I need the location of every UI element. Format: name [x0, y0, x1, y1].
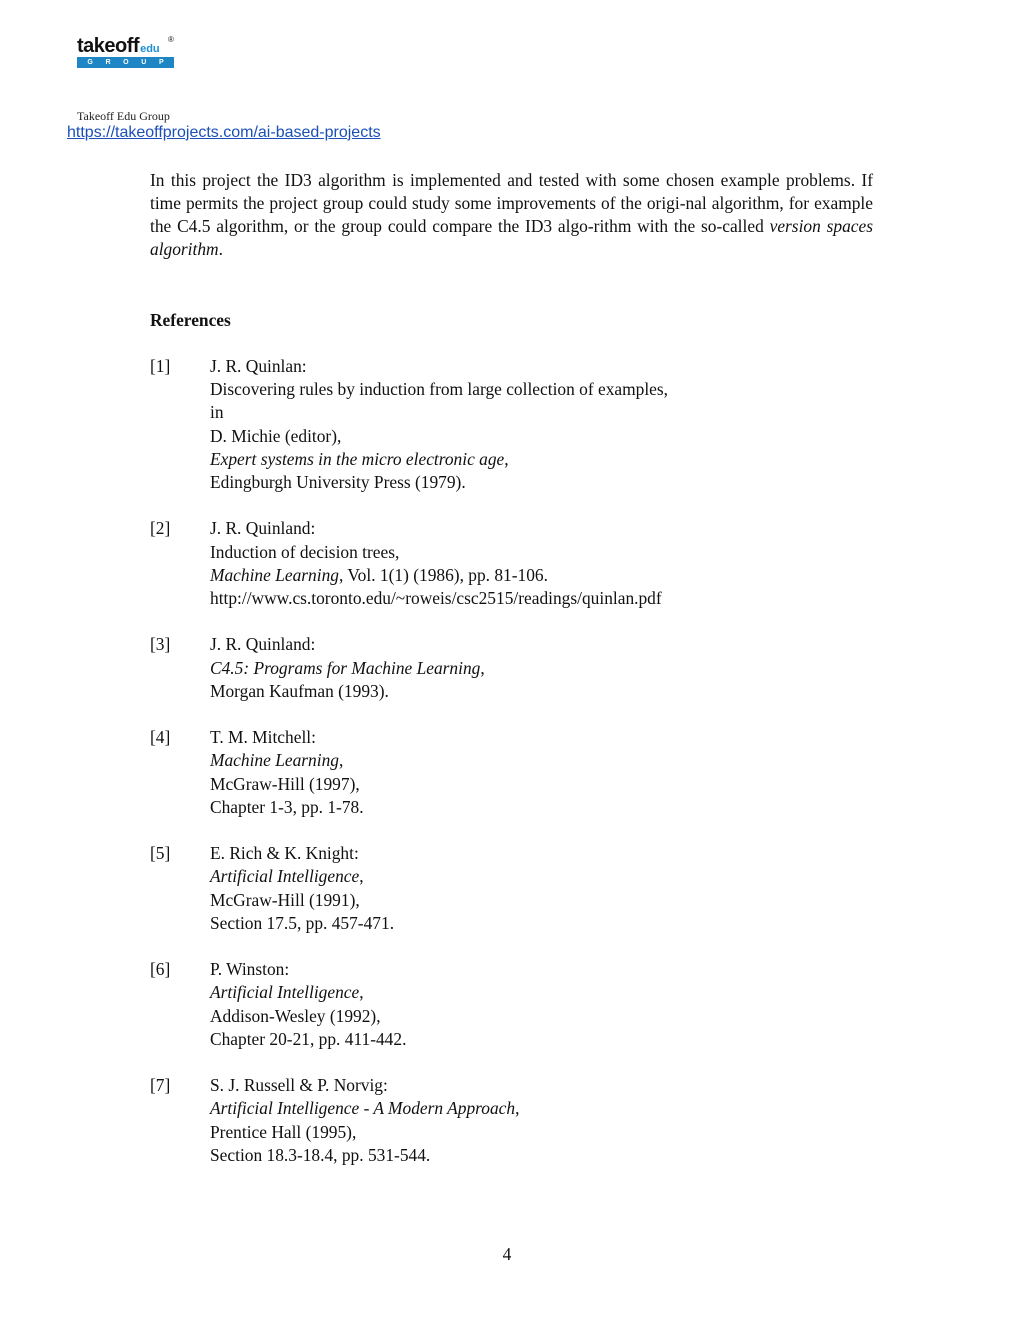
reference-item — [150, 958, 873, 1051]
reference-number: [2] — [150, 518, 171, 539]
reference-author: J. R. Quinland: — [210, 634, 316, 655]
logo-registered-mark: ® — [168, 35, 174, 44]
logo-wordmark — [77, 36, 160, 59]
logo-bar-letter: G — [87, 59, 93, 66]
reference-book-title: Artificial Intelligence — [210, 982, 360, 1003]
reference-book-punct: , — [359, 982, 364, 1003]
reference-journal: Machine Learning — [210, 564, 339, 585]
reference-book-punct: , — [480, 657, 485, 678]
reference-book-title: Artificial Intelligence - A Modern Approach — [210, 1098, 516, 1119]
reference-number: [4] — [150, 727, 171, 748]
brand-name: Takeoff Edu Group — [77, 109, 170, 123]
logo-group-bar — [77, 57, 174, 68]
intro-text-end: . — [218, 239, 223, 259]
reference-title: Induction of decision trees, — [210, 541, 400, 562]
reference-pages: Chapter 20-21, pp. 411-442. — [210, 1028, 407, 1049]
takeoff-edu-logo — [77, 36, 177, 70]
reference-book-punct: , — [338, 750, 344, 771]
reference-author: P. Winston: — [210, 959, 290, 980]
reference-item — [150, 726, 873, 819]
reference-book-title: Expert systems in the micro electronic age — [210, 448, 505, 469]
logo-bar-letter: R — [105, 59, 111, 66]
reference-book-line — [210, 981, 873, 1004]
page-number: 4 — [502, 1244, 512, 1264]
reference-journal-details: , Vol. 1(1) (1986), pp. 81-106. — [338, 564, 548, 585]
reference-number: [1] — [150, 356, 171, 376]
logo-edu: edu — [140, 43, 160, 55]
reference-book-line — [210, 1097, 873, 1120]
reference-book-punct: , — [515, 1098, 520, 1119]
reference-pages: Chapter 1-3, pp. 1-78. — [210, 796, 364, 817]
reference-pages: Section 18.3-18.4, pp. 531-544. — [210, 1144, 431, 1165]
reference-book-title: Artificial Intelligence — [210, 866, 360, 887]
reference-author: J. R. Quinlan: — [210, 356, 307, 376]
references-heading: References — [150, 310, 231, 330]
reference-book-line — [210, 448, 873, 471]
intro-paragraph — [150, 169, 873, 261]
reference-publisher: Morgan Kaufman (1993). — [210, 680, 389, 701]
reference-url: http://www.cs.toronto.edu/~roweis/csc2515/readings/quinlan.pdf — [210, 588, 662, 609]
reference-in: in — [210, 402, 224, 423]
reference-book-punct: , — [504, 448, 509, 469]
logo-bar-letter: P — [158, 59, 164, 66]
reference-author: E. Rich & K. Knight: — [210, 843, 359, 864]
reference-number: [7] — [150, 1075, 171, 1096]
reference-publisher: Addison-Wesley (1992), — [210, 1005, 381, 1026]
reference-author: S. J. Russell & P. Norvig: — [210, 1075, 388, 1096]
logo-word: takeoff — [77, 35, 140, 57]
reference-item — [150, 842, 873, 935]
logo-bar-letter: U — [141, 59, 147, 66]
reference-author: J. R. Quinland: — [210, 518, 316, 539]
reference-publisher: McGraw-Hill (1997), — [210, 773, 360, 794]
reference-number: [3] — [150, 634, 171, 655]
reference-number: [6] — [150, 959, 171, 980]
reference-item — [150, 1074, 873, 1167]
reference-publisher: Edingburgh University Press (1979). — [210, 472, 466, 493]
reference-item — [150, 517, 873, 610]
reference-publisher: Prentice Hall (1995), — [210, 1121, 357, 1142]
reference-book-title: C4.5: Programs for Machine Learning — [210, 657, 481, 678]
reference-book-line — [210, 865, 873, 888]
reference-title: Discovering rules by induction from large collection of examples, — [210, 379, 668, 400]
logo-bar-letter: O — [123, 59, 129, 66]
reference-journal-line — [210, 564, 873, 587]
reference-author: T. M. Mitchell: — [210, 727, 316, 748]
reference-publisher: McGraw-Hill (1991), — [210, 889, 360, 910]
reference-item — [150, 355, 873, 494]
reference-pages: Section 17.5, pp. 457-471. — [210, 912, 395, 933]
reference-book-punct: , — [359, 866, 364, 887]
reference-number: [5] — [150, 843, 171, 864]
reference-item — [150, 633, 873, 703]
intro-italic-term: version spaces algorithm — [150, 216, 873, 259]
reference-book-line — [210, 749, 873, 772]
reference-book-title: Machine Learning — [210, 750, 339, 771]
reference-editor: D. Michie (editor), — [210, 425, 342, 446]
projects-link[interactable]: https://takeoffprojects.com/ai-based-projects — [67, 124, 381, 141]
reference-book-line — [210, 657, 873, 680]
intro-text: In this project the ID3 algorithm is implemented and tested with some chosen example problems. If time permits the project group could study some improvements of the origi-nal algorithm, for example the C4.5 algorithm, or the group could compare the ID3 algo-rithm with the so-called — [150, 170, 873, 236]
references-list — [150, 355, 873, 1190]
